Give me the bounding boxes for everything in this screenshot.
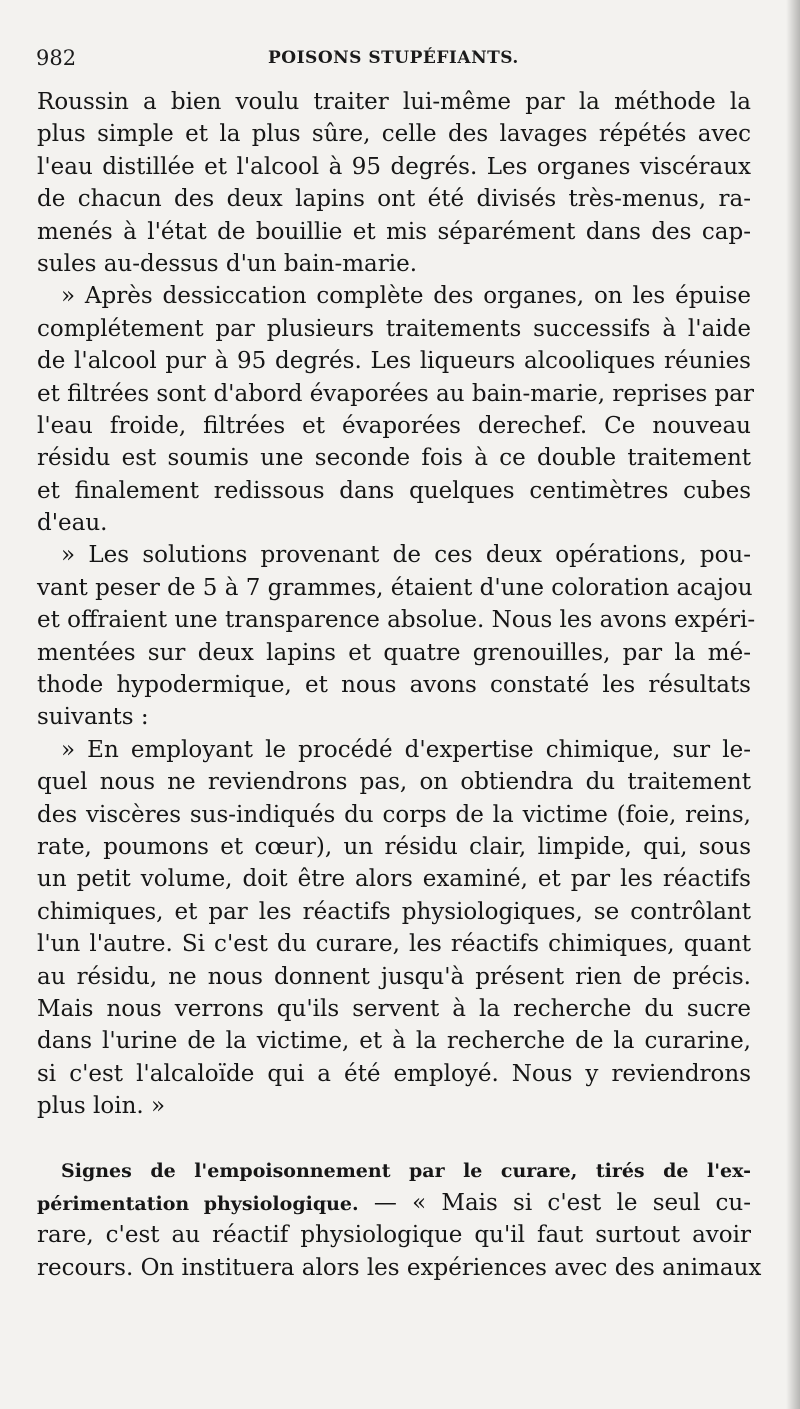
text-line: Mais nous verrons qu'ils servent à la recherche du sucre (37, 995, 751, 1022)
text-line: rate, poumons et cœur), un résidu clair, limpide, qui, sous (37, 833, 751, 860)
page-number: 982 (36, 46, 77, 70)
text-line: chimiques, et par les réactifs physiologiques, se contrôlant (37, 898, 751, 925)
text-line: et filtrées sont d'abord évaporées au bain-marie, reprises par (37, 380, 754, 407)
text-line: » Après dessiccation complète des organes, on les épuise (61, 283, 751, 310)
text-line: menés à l'état de bouillie et mis séparément dans des cap- (37, 218, 751, 245)
text-line: l'eau distillée et l'alcool à 95 degrés. Les organes viscéraux (37, 153, 751, 180)
text-line: complétement par plusieurs traitements successifs à l'aide (37, 315, 751, 342)
text-line: au résidu, ne nous donnent jusqu'à présent rien de précis. (37, 963, 751, 990)
text-line: l'eau froide, filtrées et évaporées derechef. Ce nouveau (37, 412, 751, 439)
text-line: » En employant le procédé d'expertise chimique, sur le- (61, 736, 751, 763)
text-line: thode hypodermique, et nous avons constaté les résultats (37, 672, 751, 699)
text-line: quel nous ne reviendrons pas, on obtiendra du traitement (37, 769, 751, 796)
text-line: mentées sur deux lapins et quatre grenouilles, par la mé- (37, 639, 751, 666)
text-line: d'eau. (37, 510, 108, 537)
section-heading-continued: périmentation physiologique. (37, 1192, 359, 1215)
text-line: résidu est soumis une seconde fois à ce double traitement (37, 445, 751, 472)
page-header (36, 40, 760, 74)
body-text (37, 86, 762, 1284)
section-gap (37, 1123, 751, 1155)
text-line: l'un l'autre. Si c'est du curare, les réactifs chimiques, quant (37, 931, 751, 958)
text-line: et offraient une transparence absolue. Nous les avons expéri- (37, 607, 756, 634)
text-line: rare, c'est au réactif physiologique qu'il faut surtout avoir (37, 1222, 751, 1249)
text-line: » Les solutions provenant de ces deux opérations, pou- (61, 542, 751, 569)
text-line: un petit volume, doit être alors examiné, et par les réactifs (37, 866, 751, 893)
text-line: suivants : (37, 704, 149, 731)
text-line: dans l'urine de la victime, et à la recherche de la curarine, (37, 1028, 751, 1055)
running-title: POISONS STUPÉFIANTS. (268, 48, 519, 68)
text-line: si c'est l'alcaloïde qui a été employé. Nous y reviendrons (37, 1060, 751, 1087)
text-line: vant peser de 5 à 7 grammes, étaient d'une coloration acajou (37, 574, 753, 601)
text-line: plus loin. » (37, 1093, 166, 1120)
text-line: Roussin a bien voulu traiter lui-même par la méthode la (37, 89, 751, 115)
section-first-line (37, 1187, 751, 1219)
text-line: recours. On instituera alors les expériences avec des animaux (37, 1254, 762, 1281)
section-heading: Signes de l'empoisonnement par le curare, tirés de l'ex- (61, 1159, 751, 1182)
section-text: — « Mais si c'est le seul cu- (358, 1189, 751, 1216)
text-line: des viscères sus-indiqués du corps de la victime (foie, reins, (37, 801, 751, 828)
text-line: plus simple et la plus sûre, celle des lavages répétés avec (37, 121, 751, 148)
text-line: sules au-dessus d'un bain-marie. (37, 250, 418, 277)
text-line: et finalement redissous dans quelques centimètres cubes (37, 477, 751, 504)
text-line: de l'alcool pur à 95 degrés. Les liqueurs alcooliques réunies (37, 348, 751, 375)
text-line: de chacun des deux lapins ont été divisés très-menus, ra- (37, 186, 751, 213)
